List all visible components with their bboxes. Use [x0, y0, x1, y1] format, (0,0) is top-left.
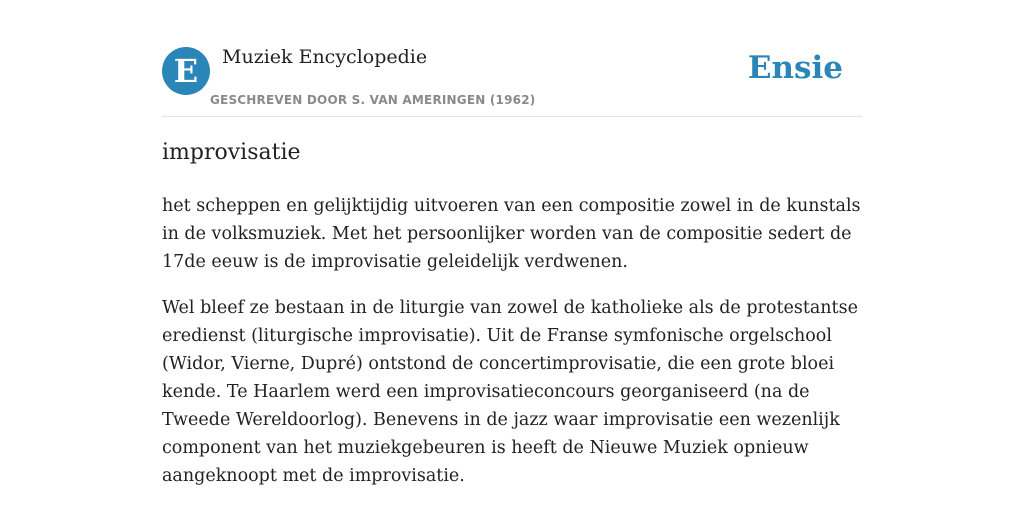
header: [162, 0, 862, 117]
encyclopedia-title[interactable]: Muziek Encyclopedie: [222, 46, 428, 68]
page-title: improvisatie: [162, 140, 301, 165]
author-line: GESCHREVEN DOOR S. VAN AMERINGEN (1962): [210, 93, 536, 107]
article-paragraph: Wel bleef ze bestaan in de liturgie van zowel de katholieke als de protestantse eredienst (liturgische improvisatie). Uit de Franse symfonische orgelschool (Widor, Vierne, Dupré) ontstond de concertimprovisatie, die een grote bloei kende. Te Haarlem werd een improvisatieconcours georganiseerd (na de Tweede Wereldoorlog). Benevens in de jazz waar improvisatie een wezenlijk component van het muziekgebeuren is heeft de Nieuwe Muziek opnieuw aangeknoopt met de improvisatie.: [162, 298, 858, 486]
article-paragraph: het scheppen en gelijktijdig uitvoeren van een compositie zowel in de kunstals in de volksmuziek. Met het persoonlijker worden van de compositie sedert de 17de eeuw is de improvisatie geleidelijk verdwenen.: [162, 196, 861, 272]
brand-logo[interactable]: Ensie: [747, 50, 843, 86]
page: [162, 0, 862, 486]
article-body: [162, 192, 862, 508]
ensie-logo-icon[interactable]: E: [162, 47, 210, 95]
